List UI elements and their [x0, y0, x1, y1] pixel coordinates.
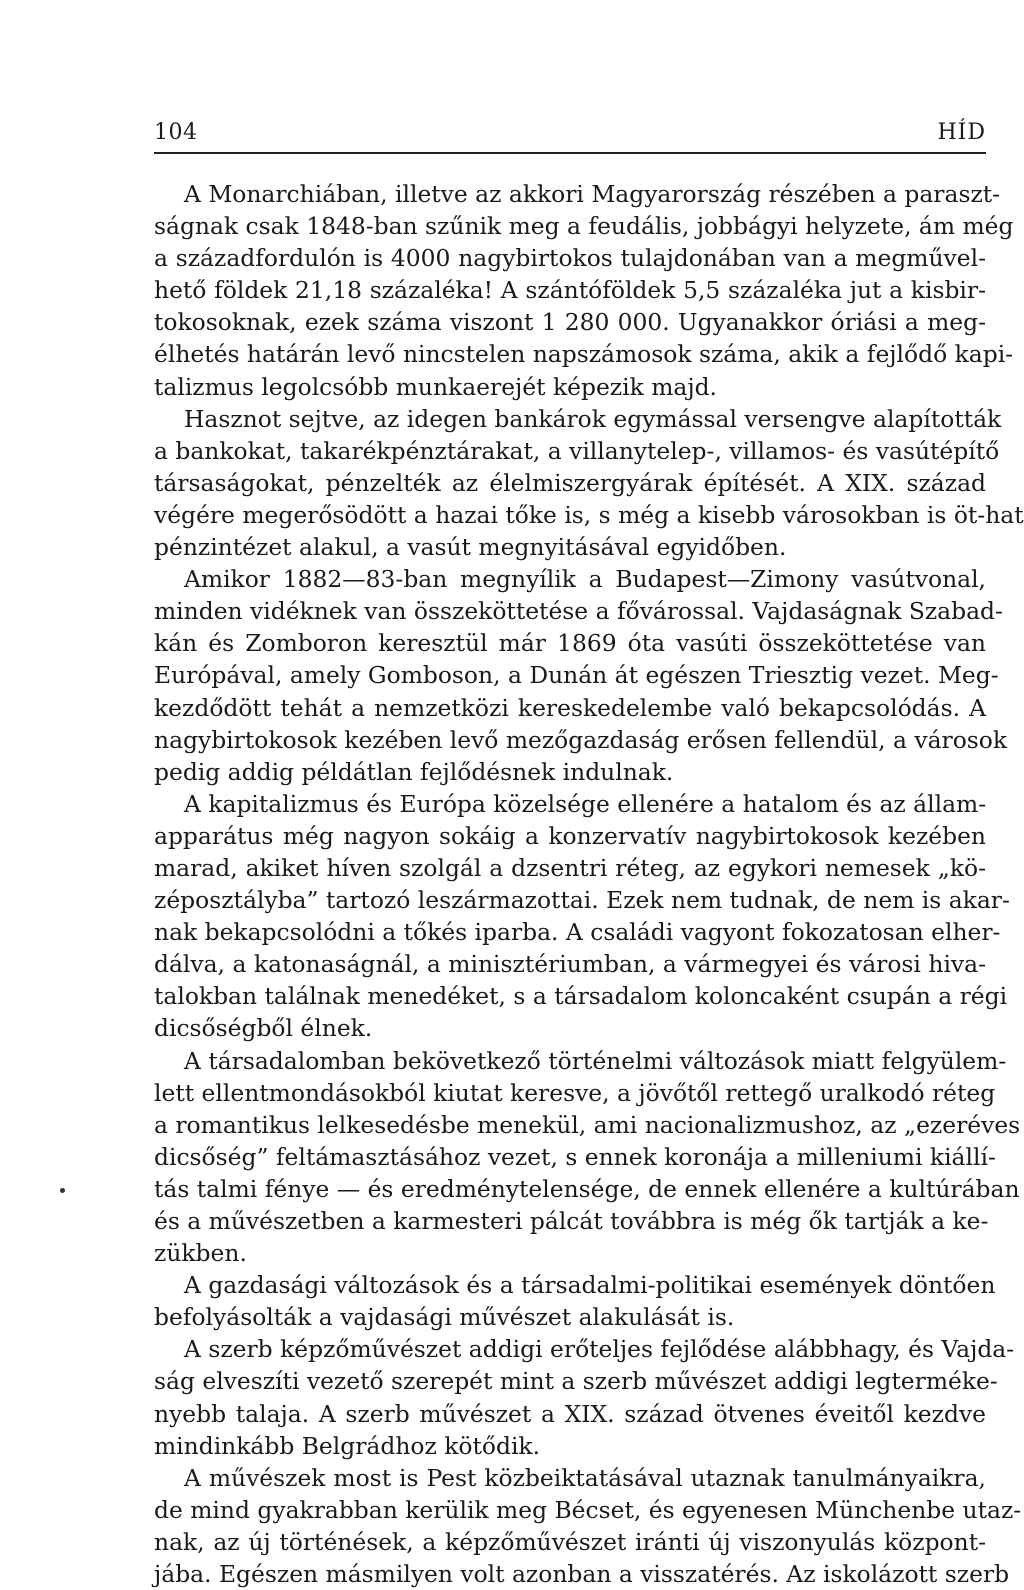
text-line: A Monarchiában, illetve az akkori Magyarország részében a paraszt-: [184, 180, 1001, 208]
text-line: a századfordulón is 4000 nagybirtokos tulajdonában van a megművel-: [154, 244, 986, 273]
text-line: jába. Egészen másmilyen volt azonban a visszatérés. Az iskolázott szerb: [154, 1560, 1010, 1589]
body-text: [154, 178, 1024, 1590]
text-line: kán és Zomboron keresztül már 1869 óta vasúti összeköttetése van: [154, 629, 986, 658]
text-line: marad, akiket híven szolgál a dzsentri réteg, az egykori nemesek „kö-: [154, 853, 986, 882]
text-line: tás talmi fénye — és eredménytelensége, de ennek ellenére a kultúrában: [154, 1174, 1020, 1203]
text-line: Amikor 1882—83-ban megnyílik a Budapest—Zimony vasútvonal,: [184, 565, 986, 594]
running-title: HÍD: [937, 120, 986, 145]
text-line: és a művészetben a karmesteri pálcát továbbra is még ők tartják a ke-: [154, 1207, 989, 1235]
text-line: de mind gyakrabban kerülik meg Bécset, és egyenesen Münchenbe utaz-: [154, 1495, 1022, 1524]
text-line: ság elveszíti vezető szerepét mint a szerb művészet addigi legterméke-: [154, 1367, 998, 1396]
text-line: élhetés határán levő nincstelen napszámosok száma, akik a fejlődő kapi-: [154, 340, 1014, 369]
text-line: Európával, amely Gomboson, a Dunán át egészen Triesztig vezet. Meg-: [154, 661, 999, 690]
text-line: lett ellentmondásokból kiutat keresve, a jövőtől rettegő uralkodó réteg: [154, 1078, 996, 1107]
text-line: hető földek 21,18 százaléka! A szántóföldek 5,5 százaléka jut a kisbir-: [154, 276, 986, 305]
text-line: nyebb talaja. A szerb művészet a XIX. század ötvenes éveitől kezdve: [154, 1399, 986, 1428]
text-line: talizmus legolcsóbb munkaerejét képezik majd.: [154, 372, 717, 401]
text-line: A szerb képzőművészet addigi erőteljes fejlődése alábbhagy, és Vajda-: [184, 1335, 1015, 1364]
text-line: pedig addig példátlan fejlődésnek indulnak.: [154, 757, 674, 786]
text-line: dicsőség” feltámasztásához vezet, s ennek koronája a milleniumi kiállí-: [154, 1142, 996, 1171]
text-line: talokban találnak menedéket, s a társadalom koloncaként csupán a régi: [154, 982, 1008, 1011]
text-line: kezdődött tehát a nemzetközi kereskedelembe való bekapcsolódás. A: [154, 693, 986, 722]
text-line: A gazdasági változások és a társadalmi-politikai események döntően: [184, 1271, 996, 1300]
text-line: társaságokat, pénzelték az élelmiszergyárak építését. A XIX. század: [154, 468, 986, 497]
text-line: apparátus még nagyon sokáig a konzervatív nagybirtokosok kezében: [154, 821, 986, 850]
text-line: tokosoknak, ezek száma viszont 1 280 000. Ugyanakkor óriási a meg-: [154, 308, 986, 337]
text-line: A kapitalizmus és Európa közelsége ellenére a hatalom és az állam-: [184, 789, 987, 818]
text-line: a bankokat, takarékpénztárakat, a villanytelep-, villamos- és vasútépítő: [154, 436, 1000, 465]
text-line: ságnak csak 1848-ban szűnik meg a feudális, jobbágyi helyzete, ám még: [154, 212, 1014, 241]
text-line: zéposztályba” tartozó leszármazottai. Ezek nem tudnak, de nem is akar-: [154, 886, 1010, 915]
text-line: végére megerősödött a hazai tőke is, s még a kisebb városokban is öt-hat: [154, 500, 1024, 529]
text-line: Hasznot sejtve, az idegen bankárok egymással versengve alapították: [184, 404, 1002, 433]
text-line: nagybirtokosok kezében levő mezőgazdaság erősen fellendül, a városok: [154, 725, 1008, 754]
text-line: befolyásolták a vajdasági művészet alakulását is.: [154, 1303, 735, 1332]
page-number: 104: [154, 120, 198, 145]
margin-mark: [60, 1188, 65, 1193]
text-line: nak bekapcsolódni a tőkés iparba. A családi vagyont fokozatosan elher-: [154, 918, 1001, 947]
header-rule: [154, 152, 986, 154]
text-line: A művészek most is Pest közbeiktatásával utaznak tanulmányaikra,: [184, 1463, 986, 1492]
page-header: [154, 120, 986, 150]
text-line: mindinkább Belgrádhoz kötődik.: [154, 1431, 541, 1460]
text-line: zükben.: [154, 1239, 247, 1268]
text-line: pénzintézet alakul, a vasút megnyitásával egyidőben.: [154, 533, 787, 562]
text-line: nak, az új történések, a képzőművészet iránti új viszonyulás központ-: [154, 1527, 986, 1556]
text-line: a romantikus lelkesedésbe menekül, ami nacionalizmushoz, az „ezeréves: [154, 1110, 1021, 1139]
text-line: A társadalomban bekövetkező történelmi változások miatt felgyülem-: [184, 1046, 1007, 1075]
text-line: minden vidéknek van összeköttetése a fővárossal. Vajdaságnak Szabad-: [154, 597, 1003, 626]
text-line: dicsőségből élnek.: [154, 1014, 373, 1043]
text-line: dálva, a katonaságnál, a minisztériumban, a vármegyei és városi hiva-: [154, 950, 986, 979]
